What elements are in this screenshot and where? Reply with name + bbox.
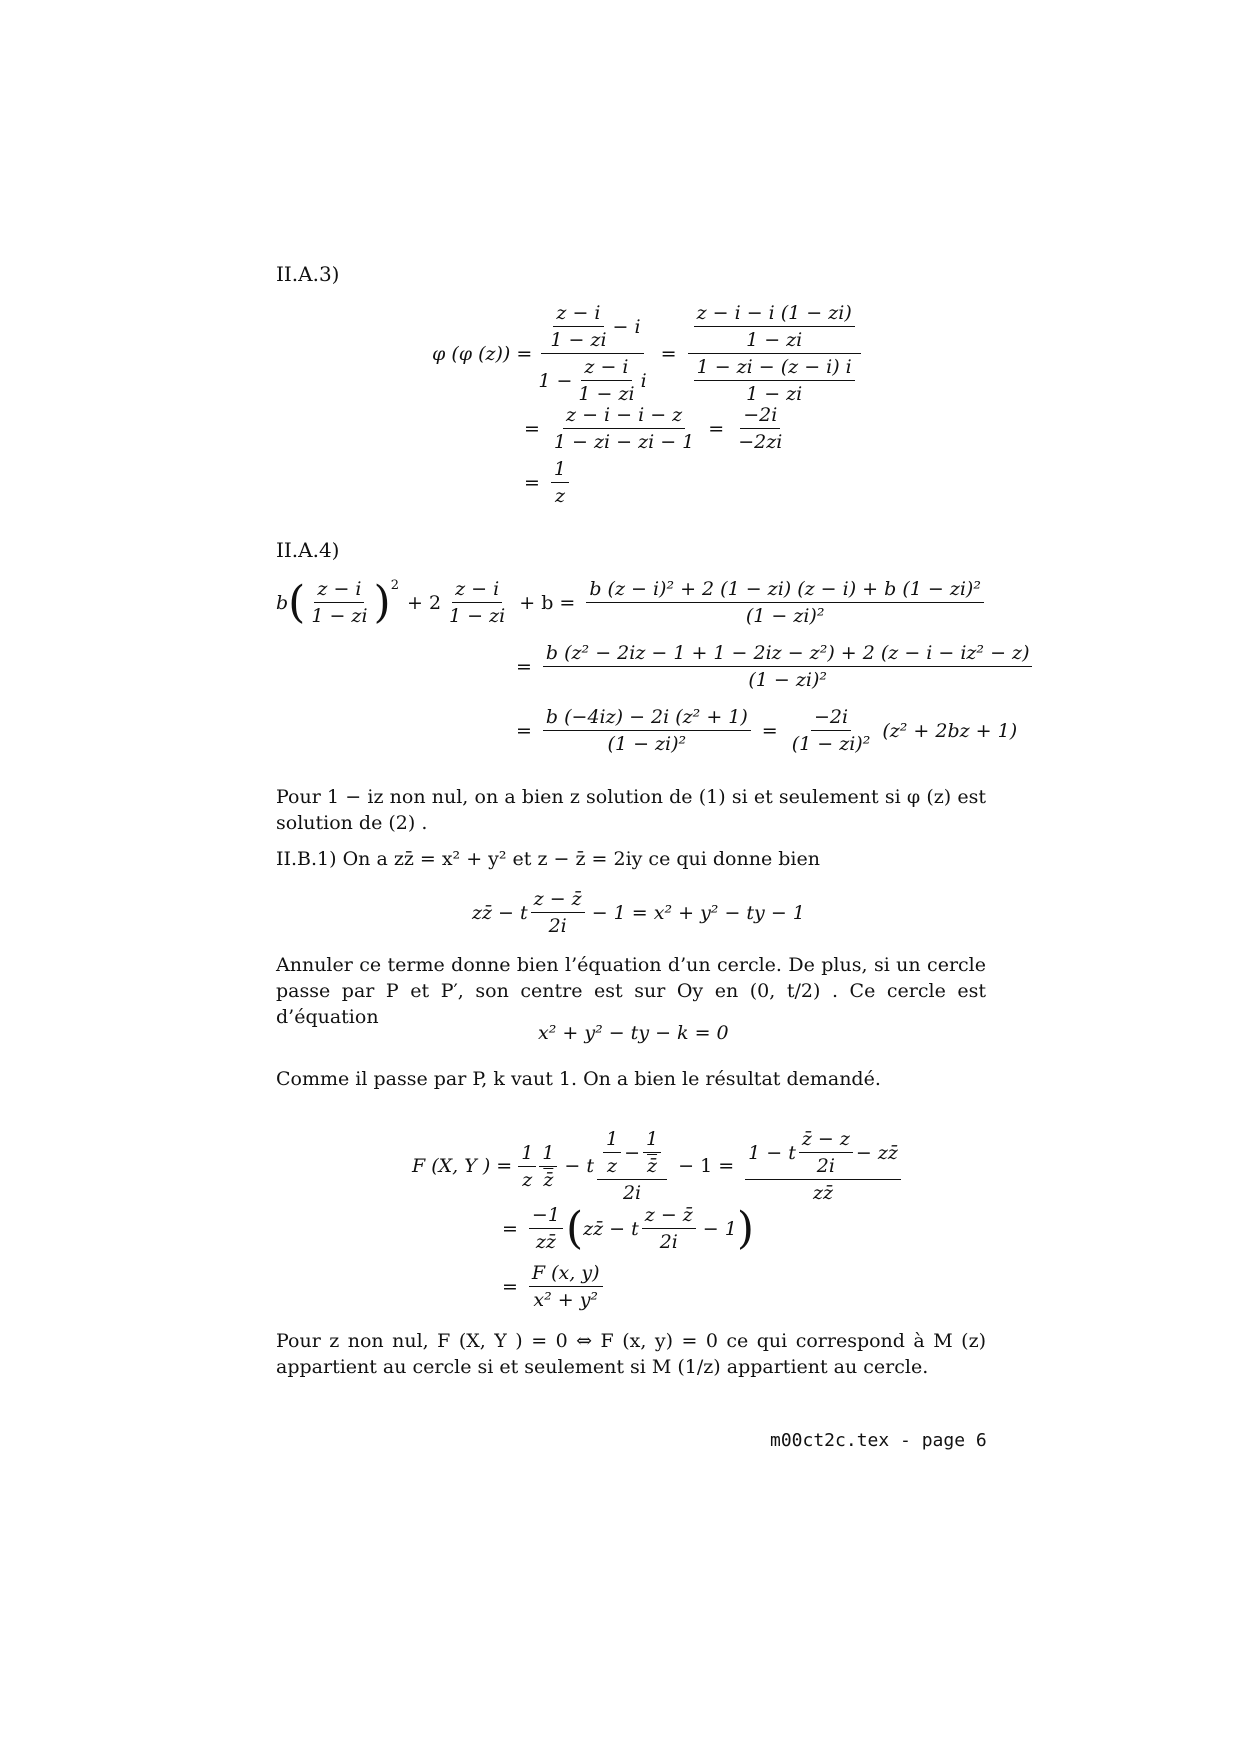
paragraph-result: Comme il passe par P, k vaut 1. On a bien le résultat demandé.	[276, 1068, 881, 1090]
phi-f1-dtail: i	[640, 369, 647, 392]
phi-f4-num: −2i	[740, 404, 780, 429]
phi-f2-nn: z − i − i (1 − zi)	[694, 302, 855, 327]
b-coef: b	[276, 591, 289, 614]
b-f-den: 1 − zi	[449, 605, 506, 627]
phi-line3-eq: =	[524, 471, 540, 494]
phi-f1-nn: z − i	[553, 302, 603, 327]
F-rn-tail: − zz̄	[855, 1141, 898, 1164]
b-inner-den: 1 − zi	[311, 605, 368, 627]
b-f-num: z − i	[452, 578, 502, 603]
section-label-IIA3: II.A.3)	[276, 262, 340, 286]
F-r-den: zz̄	[812, 1182, 834, 1204]
b-r2-den: (1 − zi)²	[748, 669, 828, 691]
phi-lhs: φ (φ (z)) =	[432, 342, 533, 365]
F-minus1: − 1 =	[678, 1155, 735, 1177]
b-plusb: + b =	[519, 591, 576, 614]
phi-f1-ntail: − i	[612, 315, 641, 338]
b-r4-den: (1 − zi)²	[791, 733, 871, 755]
b-plus2: + 2	[406, 591, 442, 614]
F-l3-num: F (x, y)	[529, 1262, 603, 1287]
equation-b-line3	[508, 706, 1017, 755]
b-r3-num: b (−4iz) − 2i (z² + 1)	[543, 706, 751, 731]
F-l2-in-den: 2i	[659, 1231, 678, 1253]
equation-circle: x² + y² − ty − k = 0	[538, 1022, 729, 1044]
c-head: zz̄ − t	[472, 901, 528, 924]
equation-phi-line2	[516, 404, 788, 453]
F-l2-den: zz̄	[535, 1231, 556, 1253]
F-l3-eq: =	[502, 1275, 518, 1298]
equation-F-line1	[412, 1128, 904, 1204]
phi-f1-dd: 1 − zi	[578, 383, 635, 405]
F-rn-head: 1 − t	[748, 1141, 796, 1164]
c-num: z − z̄	[531, 888, 585, 913]
equation-circle-expansion	[472, 888, 805, 937]
b-r2-num: b (z² − 2iz − 1 + 1 − 2iz − z²) + 2 (z − i − iz² − z)	[543, 642, 1033, 667]
F-minus-t: − t	[564, 1155, 594, 1177]
F-l2-num: −1	[529, 1204, 563, 1229]
phi-f4-den: −2zi	[738, 431, 783, 453]
phi-frac2	[688, 302, 861, 405]
b-r4-num: −2i	[811, 706, 851, 731]
F-bnb-den: z̄	[647, 1155, 658, 1177]
b-r1-num: b (z − i)² + 2 (1 − zi) (z − i) + b (1 − zi)²	[586, 578, 984, 603]
phi-f2-nd: 1 − zi	[746, 329, 803, 351]
F-l3-den: x² + y²	[533, 1289, 599, 1311]
b-r3-den: (1 − zi)²	[607, 733, 687, 755]
b-eq3: =	[516, 719, 532, 742]
equation-F-line3	[494, 1262, 606, 1311]
equation-F-line2: = $\frac{-1}{zz̄}$ ( zz̄ − t $\frac{z - z̄}{2i}$ − 1 )	[502, 1202, 755, 1254]
equation-phi-phi	[432, 302, 864, 405]
phi-f1-dn: z − i	[581, 356, 631, 381]
page-footer: m00ct2c.tex - page 6	[770, 1430, 987, 1451]
F-bn-minus: −	[624, 1141, 641, 1164]
equation-phi-line3	[516, 458, 572, 507]
F-rn-fden: 2i	[816, 1155, 835, 1177]
c-tail: − 1 = x² + y² − ty − 1	[591, 901, 805, 924]
F-l2-eq: =	[502, 1217, 518, 1240]
F-a-num: 1	[518, 1142, 536, 1167]
c-den: 2i	[548, 915, 567, 937]
phi-eq1: =	[660, 342, 677, 365]
b-exp: 2	[390, 578, 399, 593]
F-l2-in-num: z − z̄	[642, 1204, 696, 1229]
F-bna-num: 1	[603, 1128, 621, 1153]
F-l2-in-head: zz̄ − t	[583, 1217, 639, 1240]
F-a-den: z	[522, 1168, 533, 1191]
phi-f1-dhead: 1 −	[538, 369, 573, 392]
phi-f2-dn: 1 − zi − (z − i) i	[694, 356, 855, 381]
phi-f1-nd: 1 − zi	[550, 329, 607, 351]
phi-line2-eq: =	[524, 417, 540, 440]
phi-f5-den: z	[554, 485, 565, 507]
phi-f3-den: 1 − zi − zi − 1	[553, 431, 695, 453]
phi-frac1	[535, 302, 649, 405]
b-r4-tail: (z² + 2bz + 1)	[882, 719, 1018, 742]
F-bna-den: z	[607, 1155, 618, 1177]
paragraph-IIB1: II.B.1) On a zz̄ = x² + y² et z − z̄ = 2iy ce qui donne bien	[276, 848, 820, 870]
b-inner-num: z − i	[314, 578, 364, 603]
b-eq2: =	[516, 655, 532, 678]
phi-f5-num: 1	[551, 458, 569, 483]
section-label-IIA4: II.A.4)	[276, 538, 340, 562]
F-lhs: F (X, Y ) =	[412, 1155, 513, 1177]
F-big-den: 2i	[622, 1182, 642, 1204]
F-rn-fnum: z̄ − z	[799, 1128, 853, 1153]
F-l2-in-tail: − 1	[702, 1217, 737, 1240]
paragraph-conclusion: Pour z non nul, F (X, Y ) = 0 ⇔ F (x, y) = 0 ce qui correspond à M (z) appartient au cercle si et seulement si M (1/z) appartient au cercle.	[276, 1330, 986, 1378]
phi-eq2: =	[708, 417, 725, 440]
F-bnb-num: 1	[643, 1128, 661, 1153]
b-r1-den: (1 − zi)²	[745, 605, 825, 627]
equation-b-line1: b ( $\frac{z - i}{1 - zi}$ ) 2 + 2 $\frac{z - i}{1 - zi}$ + b = $\frac{\text{b (z − i)² + 2 (1 − zi) (z − i) + b (1 − zi)²}}{\text{(1 − zi)²}}$	[276, 578, 987, 627]
b-eq4: =	[761, 719, 778, 742]
phi-f2-dd: 1 − zi	[746, 383, 803, 405]
F-b-num: 1	[539, 1142, 557, 1167]
paragraph-circle: Annuler ce terme donne bien l’équation d’un cercle. De plus, si un cercle passe par P et P′, son centre est sur Oy en (0, t/2) . Ce cercle est d’équation	[276, 954, 986, 1028]
F-b-den: z̄	[543, 1168, 554, 1191]
paragraph-solution: Pour 1 − iz non nul, on a bien z solution de (1) si et seulement si φ (z) est solution de (2) .	[276, 786, 986, 834]
equation-phi-line1	[432, 302, 864, 405]
phi-f3-num: z − i − i − z	[563, 404, 685, 429]
equation-b-line2	[508, 642, 1035, 691]
